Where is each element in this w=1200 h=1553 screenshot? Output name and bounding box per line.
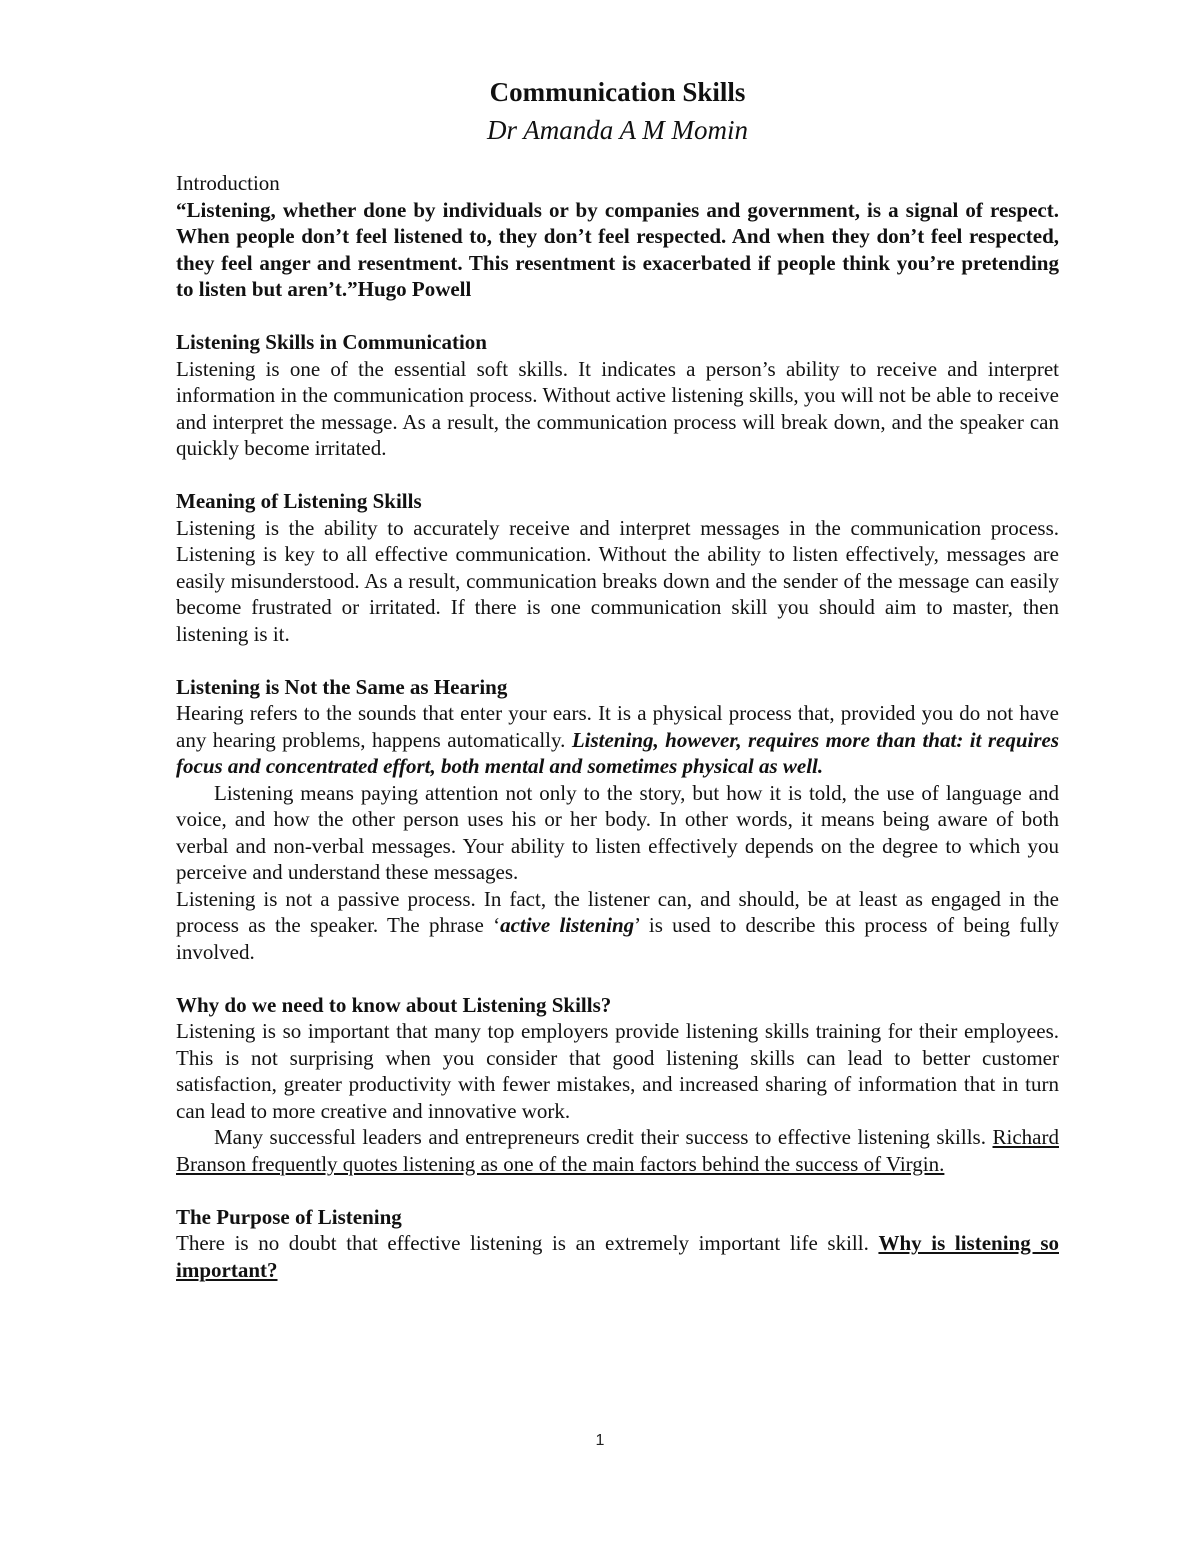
underlined-question: Why is listening so important? [176, 1231, 1059, 1282]
paragraph-text: Many successful leaders and entrepreneurs credit their success to effective listening skills. [214, 1125, 993, 1149]
section-paragraph: Listening means paying attention not only to the story, but how it is told, the use of language and voice, and how the other person uses his or her body. In other words, it means being aware of both verbal and non-verbal messages. Your ability to listen effectively depends on the degree to which you perceive and understand these messages. [176, 780, 1059, 884]
section-why [176, 992, 1059, 1178]
section-listening-skills [176, 329, 1059, 462]
page-number: 1 [595, 1432, 605, 1449]
paragraph-text: ’ is used to describe this process of being fully involved. [176, 913, 1059, 964]
section-paragraph [176, 1124, 1059, 1177]
section-paragraph [176, 1230, 1059, 1283]
emphasis-text: active listening [500, 913, 635, 937]
paragraph-text: Hearing refers to the sounds that enter your ears. It is a physical process that, provided you do not have any hearing problems, happens automatically. [176, 701, 1059, 752]
section-heading: The Purpose of Listening [176, 1204, 402, 1229]
emphasis-text: Listening, however, requires more than that: it requires focus and concentrated effort, both mental and sometimes physical as well. [176, 727, 1059, 778]
document-page [176, 70, 1059, 1283]
section-heading: Listening is Not the Same as Hearing [176, 674, 508, 699]
section-heading: Listening Skills in Communication [176, 330, 487, 354]
section-paragraph [176, 700, 1059, 780]
section-meaning [176, 488, 1059, 647]
intro-label: Introduction [176, 171, 280, 195]
section-paragraph: Listening is so important that many top employers provide listening skills training for their employees. This is not surprising when you consider that good listening skills can lead to better customer satisfaction, greater productivity with fewer mistakes, and increased sharing of information that in turn can lead to more creative and innovative work. [176, 1019, 1059, 1123]
paragraph-text: There is no doubt that effective listening is an extremely important life skill. [176, 1231, 879, 1255]
section-paragraph [176, 886, 1059, 966]
section-heading: Meaning of Listening Skills [176, 489, 422, 513]
section-not-hearing [176, 674, 1059, 966]
document-title: Communication Skills [489, 77, 746, 107]
intro-quote: “Listening, whether done by individuals or by companies and government, is a signal of respect. When people don’t feel listened to, they don’t feel respected. And when they don’t feel respected, they feel anger and resentment. This resentment is exacerbated if people think you’re pretending to listen but aren’t.”Hugo Powell [176, 197, 1059, 301]
section-body: Listening is the ability to accurately receive and interpret messages in the communication process. Listening is key to all effective communication. Without the ability to listen effectively, messages are easily misunderstood. As a result, communication breaks down and the sender of the message can easily become frustrated or irritated. If there is one communication skill you should aim to master, then listening is it. [176, 515, 1059, 646]
underlined-text: Richard Branson frequently quotes listening as one of the main factors behind the success of Virgin. [176, 1125, 1059, 1176]
document-author: Dr Amanda A M Momin [486, 115, 748, 145]
section-body: Listening is one of the essential soft skills. It indicates a person’s ability to receive and interpret information in the communication process. Without active listening skills, you will not be able to receive and interpret the message. As a result, the communication process will break down, and the speaker can quickly become irritated. [176, 356, 1059, 460]
section-heading: Why do we need to know about Listening Skills? [176, 992, 612, 1017]
paragraph-text: Listening is not a passive process. In fact, the listener can, and should, be at least as engaged in the process as the speaker. The phrase ‘ [176, 886, 1059, 937]
section-purpose [176, 1204, 1059, 1284]
